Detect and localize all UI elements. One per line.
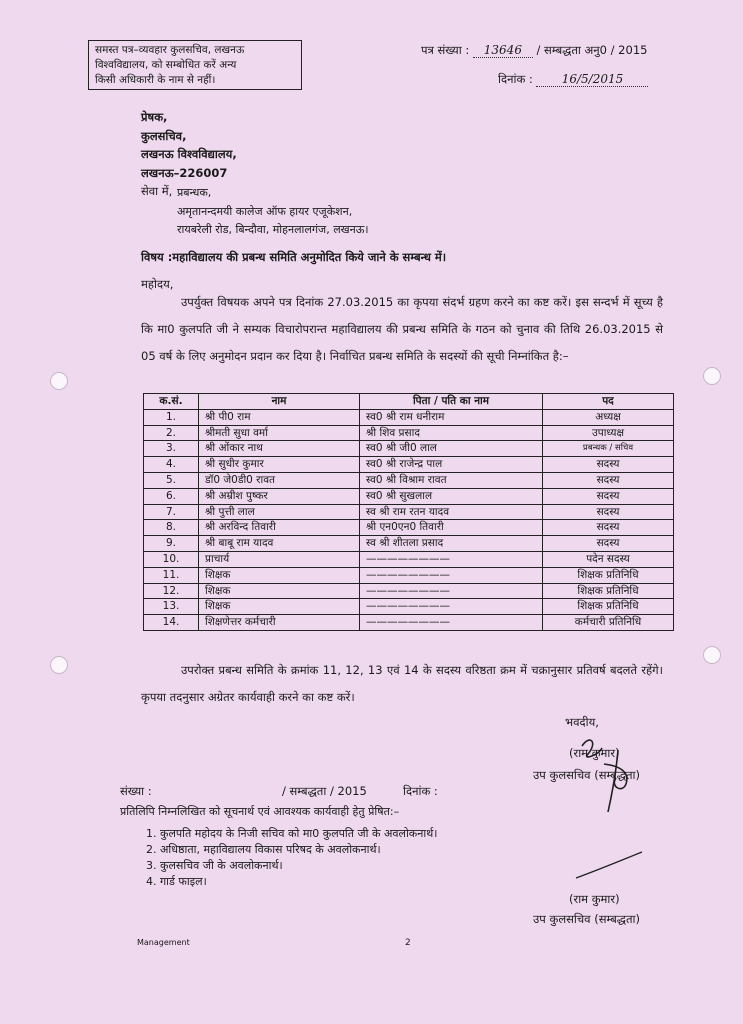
table-row [144,504,674,520]
cell-name: श्री पुत्ती लाल [199,504,360,520]
salutation: महोदय, [141,277,174,291]
subject-line: विषय :महाविद्यालय की प्रबन्ध समिति अनुमोदित किये जाने के सम्बन्ध में। [141,250,447,264]
cell-serial: 10. [144,551,199,567]
copy-list-item: 3. कुलसचिव जी के अवलोकनार्थ। [146,859,283,872]
cell-post: सदस्य [543,488,674,504]
sender-line: सेवा में, [141,184,173,198]
cell-parent: स्व श्री राम रतन यादव [360,504,543,520]
cell-post: उपाध्यक्ष [543,425,674,441]
cell-post: शिक्षक प्रतिनिधि [543,583,674,599]
table-row [144,472,674,488]
cell-name: श्री ओंकार नाथ [199,441,360,457]
col-header-serial: क.सं. [144,394,199,410]
col-header-parent: पिता / पति का नाम [360,394,543,410]
cell-parent: ———————— [360,551,543,567]
cell-name: श्री बाबू राम यादव [199,536,360,552]
cell-parent: स्व0 श्री जी0 लाल [360,441,543,457]
copy-ref-date: दिनांक : [403,784,438,798]
cell-serial: 1. [144,409,199,425]
cell-serial: 7. [144,504,199,520]
cell-serial: 14. [144,615,199,631]
cell-name: श्री सुधीर कुमार [199,457,360,473]
punch-hole [703,646,721,664]
cell-post: कर्मचारी प्रतिनिधि [543,615,674,631]
cell-parent: श्री एन0एन0 तिवारी [360,520,543,536]
table-row [144,583,674,599]
cell-parent: ———————— [360,599,543,615]
table-row [144,520,674,536]
cell-serial: 13. [144,599,199,615]
punch-hole [50,372,68,390]
letter-number-suffix: / सम्बद्धता अनु0 / 2015 [536,43,648,57]
copy-ref-number: संख्या : [120,784,152,798]
cell-name: डॉ0 जे0डी0 रावत [199,472,360,488]
cell-parent: स्व0 श्री सुखलाल [360,488,543,504]
cell-post: प्रबन्धक / सचिव [543,441,674,457]
cell-parent: ———————— [360,567,543,583]
addressee-line: रायबरेली रोड, बिन्दौवा, मोहनलालगंज, लखनऊ। [177,223,369,236]
signature-name: (राम कुमार) [569,746,620,760]
letter-number-value: 13646 [473,43,533,58]
cell-parent: स्व0 श्री राजेन्द्र पाल [360,457,543,473]
col-header-name: नाम [199,394,360,410]
sender-line: लखनऊ–226007 [141,165,228,180]
addressee-line: प्रबन्धक, [177,186,212,199]
table-row [144,551,674,567]
addressee-line: अमृतानन्दमयी कालेज ऑफ हायर एजूकेशन, [177,204,353,218]
body-paragraph-1: उपर्युक्त विषयक अपने पत्र दिनांक 27.03.2015 का कृपया संदर्भ ग्रहण करने का कष्ट करें। इस सन्दर्भ में सूच्य है कि मा0 कुलपति जी ने सम्यक विचारोपरान्त महाविद्यालय की प्रबन्ध समिति के गठन को चुनाव की तिथि 26.03.2015 से 05 वर्ष के लिए अनुमोदन प्रदान कर दिया है। निर्वाचित प्रबन्ध समिति के सदस्यों की सूची निम्नांकित है:– [141,295,663,363]
table-header-row [144,394,674,410]
cell-parent: श्री शिव प्रसाद [360,425,543,441]
addressee-block [177,184,369,240]
cell-name: श्री अरविन्द तिवारी [199,520,360,536]
copy-list-item: 4. गार्ड फाइल। [146,875,207,888]
cell-parent: ———————— [360,615,543,631]
cell-parent: स्व0 श्री राम धनीराम [360,409,543,425]
signature-stroke [570,846,650,886]
cell-serial: 3. [144,441,199,457]
cell-parent: स्व श्री शीतला प्रसाद [360,536,543,552]
cell-name: शिक्षक [199,567,360,583]
cell-post: अध्यक्ष [543,409,674,425]
sender-line: प्रेषक, [141,110,168,124]
col-header-post: पद [543,394,674,410]
committee-table [143,393,674,631]
cell-post: शिक्षक प्रतिनिधि [543,599,674,615]
table-row [144,536,674,552]
copy-list-item: 2. अधिष्ठाता, महाविद्यालय विकास परिषद के अवलोकनार्थ। [146,843,381,856]
letter-date [498,72,648,87]
cell-post: सदस्य [543,520,674,536]
letter-date-value: 16/5/2015 [536,72,648,87]
cell-post: सदस्य [543,504,674,520]
table-body [144,409,674,630]
copy-list-item: 1. कुलपति महोदय के निजी सचिव को मा0 कुलपति जी के अवलोकनार्थ। [146,827,438,840]
cell-post: सदस्य [543,536,674,552]
cell-parent: ———————— [360,583,543,599]
signature-closing: भवदीय, [565,715,599,729]
table-row [144,615,674,631]
cell-post: सदस्य [543,457,674,473]
signature2-name: (राम कुमार) [569,892,620,906]
table-row [144,409,674,425]
cell-serial: 5. [144,472,199,488]
table-row [144,488,674,504]
notice-line: किसी अधिकारी के नाम से नहीं। [95,74,216,86]
cell-name: श्रीमती सुधा वर्मा [199,425,360,441]
cell-parent: स्व0 श्री विश्राम रावत [360,472,543,488]
notice-line: विश्वविद्यालय, को सम्बोधित करें अन्य [95,59,237,71]
letter-number-label: पत्र संख्या : [421,43,470,57]
cell-post: सदस्य [543,472,674,488]
copy-list [146,826,437,890]
cell-post: शिक्षक प्रतिनिधि [543,567,674,583]
table-row [144,599,674,615]
cell-name: प्राचार्य [199,551,360,567]
table-row [144,457,674,473]
letter-number [421,43,647,58]
signature2-title: उप कुलसचिव (सम्बद्धता) [533,912,640,926]
notice-line: समस्त पत्र–व्यवहार कुलसचिव, लखनऊ [95,44,245,56]
cell-name: शिक्षक [199,583,360,599]
page-number: 2 [405,938,411,948]
sender-line: कुलसचिव, [141,128,187,143]
cell-serial: 4. [144,457,199,473]
cell-serial: 12. [144,583,199,599]
cell-serial: 6. [144,488,199,504]
notice-box [88,40,302,90]
cell-name: श्री पी0 राम [199,409,360,425]
cell-post: पदेन सदस्य [543,551,674,567]
footer-label: Management [137,938,190,947]
signature-title: उप कुलसचिव (सम्बद्धता) [533,768,640,782]
punch-hole [703,367,721,385]
body-paragraph-2: उपरोक्त प्रबन्ध समिति के क्रमांक 11, 12, 13 एवं 14 के सदस्य वरिष्ठता क्रम में चक्रानुसार प्रतिवर्ष बदलते रहेंगे। कृपया तदनुसार अग्रेतर कार्यवाही करने का कष्ट करें। [141,663,663,704]
cell-serial: 8. [144,520,199,536]
cell-name: श्री अम्रीश पुष्कर [199,488,360,504]
sender-line: लखनऊ विश्वविद्यालय, [141,147,237,161]
cell-serial: 11. [144,567,199,583]
punch-hole [50,656,68,674]
cell-name: शिक्षणेत्तर कर्मचारी [199,615,360,631]
cell-serial: 9. [144,536,199,552]
copy-ref-number-suffix: / सम्बद्धता / 2015 [282,784,367,798]
table-row [144,441,674,457]
cell-name: शिक्षक [199,599,360,615]
table-row [144,567,674,583]
cell-serial: 2. [144,425,199,441]
table-row [144,425,674,441]
copy-intro: प्रतिलिपि निम्नलिखित को सूचनार्थ एवं आवश्यक कार्यवाही हेतु प्रेषित:– [120,805,400,818]
letter-date-label: दिनांक : [498,72,533,86]
